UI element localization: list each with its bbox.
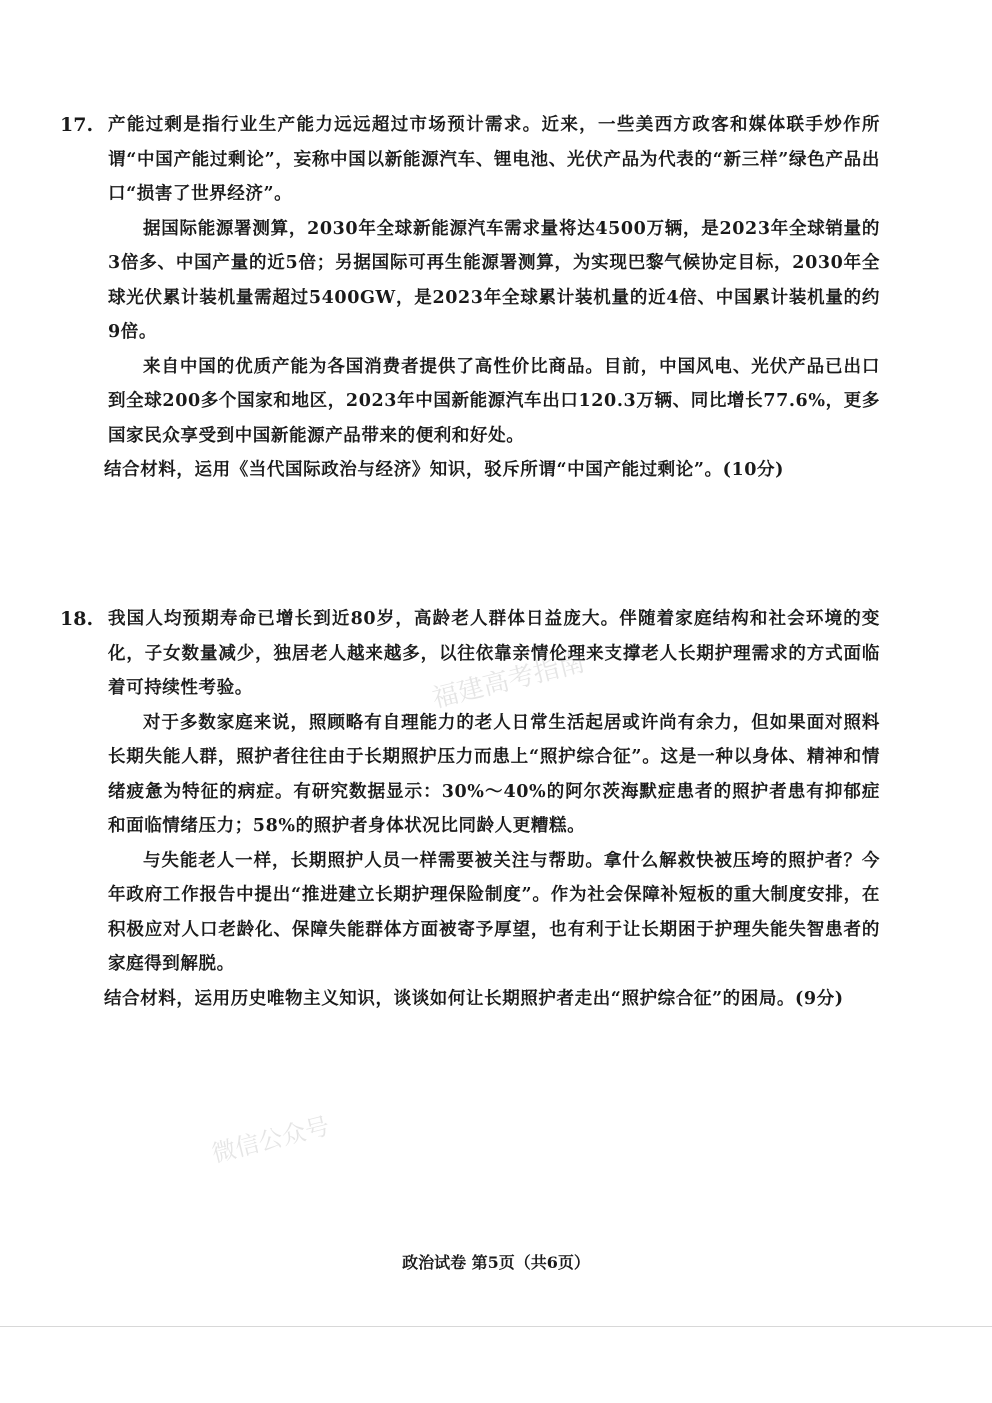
question-18 — [60, 602, 880, 1016]
question-17-paragraph-1: 产能过剩是指行业生产能力远远超过市场预计需求。近来，一些美西方政客和媒体联手炒作所谓“中国产能过剩论”，妄称中国以新能源汽车、锂电池、光伏产品为代表的“新三样”绿色产品出口“损害了世界经济”。 — [108, 115, 880, 204]
watermark: 微信公众号 — [209, 1111, 333, 1169]
question-17-paragraph-3: 来自中国的优质产能为各国消费者提供了高性价比商品。目前，中国风电、光伏产品已出口到全球200多个国家和地区，2023年中国新能源汽车出口120.3万辆、同比增长77.6%，更多国家民众享受到中国新能源产品带来的便利和好处。 — [108, 356, 880, 446]
question-18-paragraph-1: 我国人均预期寿命已增长到近80岁，高龄老人群体日益庞大。伴随着家庭结构和社会环境的变化，子女数量减少，独居老人越来越多，以往依靠亲情伦理来支撑老人长期护理需求的方式面临着可持续性考验。 — [108, 609, 880, 698]
watermark: 福建高考指南 — [429, 647, 588, 715]
question-17 — [60, 108, 880, 488]
question-17-task: 结合材料，运用《当代国际政治与经济》知识，驳斥所谓“中国产能过剩论”。(10分) — [104, 460, 785, 480]
divider — [0, 1326, 992, 1327]
question-18-paragraph-2: 对于多数家庭来说，照顾略有自理能力的老人日常生活起居或许尚有余力，但如果面对照料长期失能人群，照护者往往由于长期照护压力而患上“照护综合征”。这是一种以身体、精神和情绪疲惫为特征的病症。有研究数据显示：30%～40%的阿尔茨海默症患者的照护者患有抑郁症和面临情绪压力；58%的照护者身体状况比同龄人更糟糕。 — [108, 712, 880, 836]
question-18-paragraph-3: 与失能老人一样，长期照护人员一样需要被关注与帮助。拿什么解救快被压垮的照护者？今年政府工作报告中提出“推进建立长期护理保险制度”。作为社会保障补短板的重大制度安排，在积极应对人口老龄化、保障失能群体方面被寄予厚望，也有利于让长期困于护理失能失智患者的家庭得到解脱。 — [108, 850, 880, 974]
page-footer: 政治试卷 第5页（共6页） — [402, 1253, 590, 1272]
question-17-paragraph-2: 据国际能源署测算，2030年全球新能源汽车需求量将达4500万辆，是2023年全球销量的3倍多、中国产量的近5倍；另据国际可再生能源署测算，为实现巴黎气候协定目标，2030年全球光伏累计装机量需超过5400GW，是2023年全球累计装机量的近4倍、中国累计装机量的约9倍。 — [108, 218, 880, 342]
question-number: 18. — [60, 608, 94, 630]
question-18-task: 结合材料，运用历史唯物主义知识，谈谈如何让长期照护者走出“照护综合征”的困局。(9分) — [104, 988, 844, 1009]
question-number: 17. — [60, 114, 94, 136]
